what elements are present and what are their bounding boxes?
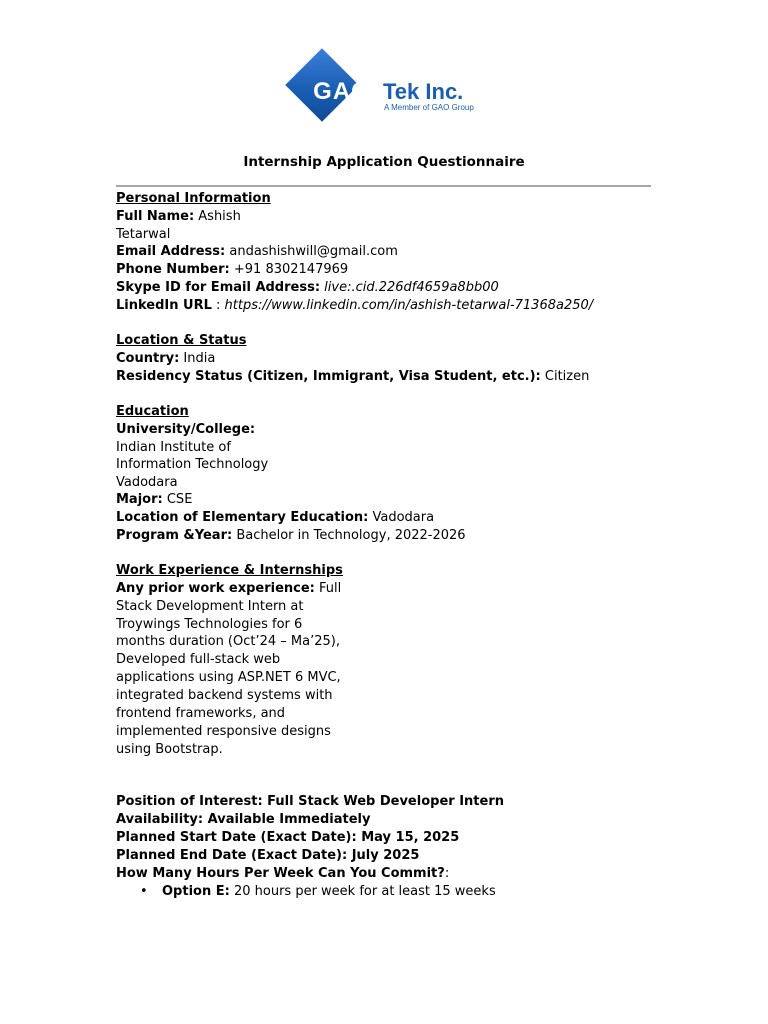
phone-row: [116, 261, 348, 279]
full-name-last: Tetarwal: [116, 227, 171, 242]
elementary-row: [116, 509, 434, 527]
country-value: India: [183, 351, 216, 366]
university-line-1: Indian Institute of: [116, 440, 231, 455]
major-value: CSE: [166, 492, 193, 507]
email-value: andashishwill@gmail.com: [229, 244, 398, 259]
hours-colon: :: [444, 866, 450, 881]
program-row: [116, 527, 466, 545]
linkedin-row: [116, 297, 593, 315]
residency-value: Citizen: [544, 369, 590, 384]
country-row: [116, 350, 215, 368]
planned-start-date: Planned Start Date (Exact Date): May 15, 2025: [116, 830, 460, 845]
prior-work-row: [116, 580, 341, 598]
bullet-icon: •: [140, 884, 148, 899]
work-line: implemented responsive designs: [116, 724, 331, 739]
program-value: Bachelor in Technology, 2022-2026: [236, 528, 466, 543]
full-name-first: Ashish: [198, 209, 241, 224]
email-label: Email Address:: [116, 244, 226, 259]
hours-option-item: [140, 883, 496, 901]
position-interest: Position of Interest: Full Stack Web Developer Intern: [116, 794, 504, 809]
linkedin-url[interactable]: https://www.linkedin.com/in/ashish-tetarwal-71368a250/: [224, 298, 594, 313]
logo-mark-text: GAO: [313, 78, 371, 105]
option-value: 20 hours per week for at least 15 weeks: [233, 884, 496, 899]
phone-label: Phone Number:: [116, 262, 230, 277]
skype-value: live:.cid.226df4659a8bb00: [324, 280, 499, 295]
prior-work-label: Any prior work experience:: [116, 581, 315, 596]
linkedin-label: LinkedIn URL: [116, 298, 212, 313]
email-row: [116, 243, 398, 261]
work-line: using Bootstrap.: [116, 742, 223, 757]
personal-heading: Personal Information: [116, 191, 271, 206]
university-line-3: Vadodara: [116, 475, 178, 490]
option-label: Option E:: [162, 884, 230, 899]
residency-row: [116, 368, 589, 386]
skype-label: Skype ID for Email Address:: [116, 280, 321, 295]
work-line: Stack Development Intern at: [116, 599, 304, 614]
elementary-label: Location of Elementary Education:: [116, 510, 369, 525]
logo-company-name: Tek Inc.: [383, 79, 464, 104]
education-heading: Education: [116, 404, 189, 419]
major-label: Major:: [116, 492, 163, 507]
company-logo: [290, 56, 510, 130]
work-line: applications using ASP.NET 6 MVC,: [116, 670, 341, 685]
skype-row: [116, 279, 499, 297]
program-label: Program &Year:: [116, 528, 233, 543]
planned-end-date: Planned End Date (Exact Date): July 2025: [116, 848, 420, 863]
hours-label: How Many Hours Per Week Can You Commit?: [116, 866, 445, 881]
elementary-value: Vadodara: [372, 510, 435, 525]
location-heading: Location & Status: [116, 333, 247, 348]
hours-question: [116, 865, 449, 883]
work-line: Troywings Technologies for 6: [116, 617, 303, 632]
work-line: frontend frameworks, and: [116, 706, 286, 721]
availability: Availability: Available Immediately: [116, 812, 371, 827]
logo-tagline: A Member of GAO Group: [384, 103, 474, 112]
phone-value: +91 8302147969: [233, 262, 349, 277]
university-line-2: Information Technology: [116, 457, 269, 472]
linkedin-separator: :: [211, 298, 225, 313]
work-line: months duration (Oct’24 – Ma’25),: [116, 634, 340, 649]
major-row: [116, 491, 192, 509]
work-line: integrated backend systems with: [116, 688, 333, 703]
country-label: Country:: [116, 351, 180, 366]
residency-label: Residency Status (Citizen, Immigrant, Visa Student, etc.):: [116, 369, 541, 384]
full-name-row: [116, 208, 241, 226]
work-line: Full: [319, 581, 342, 596]
title-divider: [116, 185, 651, 187]
university-label: University/College:: [116, 422, 256, 437]
full-name-label: Full Name:: [116, 209, 195, 224]
page-title: Internship Application Questionnaire: [243, 154, 525, 170]
work-line: Developed full-stack web: [116, 652, 281, 667]
work-heading: Work Experience & Internships: [116, 563, 343, 578]
